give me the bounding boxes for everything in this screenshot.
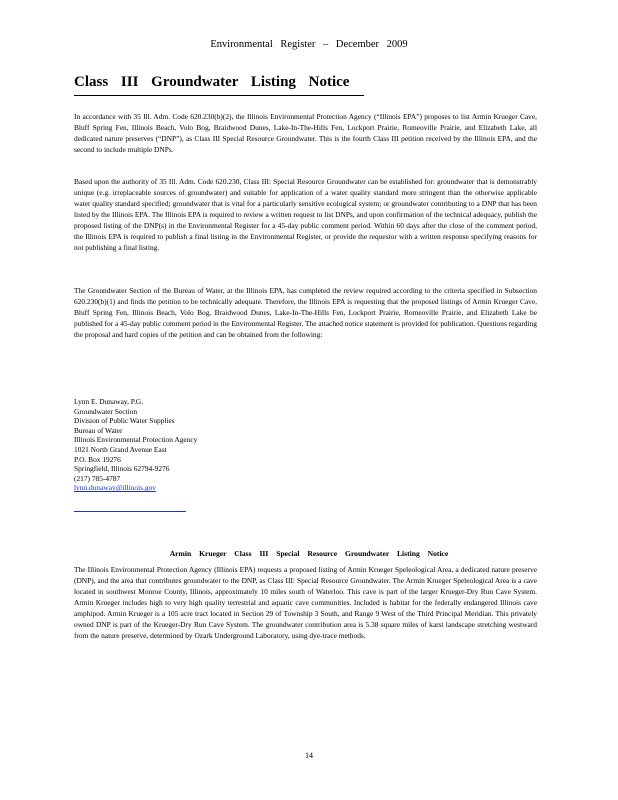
contact-line: Groundwater Section [74, 406, 138, 416]
contact-line: Lynn E. Dunaway, P.G. [74, 397, 144, 406]
review-paragraph: The Groundwater Section of the Bureau of Water, at the Illinois EPA, has completed the review required according to the criteria specified in Subsection 620.230(b)(1) and finds the petition to be technically adequate. Therefore, the Illinois EPA is requesting that the proposed listings of Armin Krueger Cave, Bluff Spring Fen, Illinois Beach, Volo Bog, Braidwood Dunes, Lake-In-The-Hills Fen, Lockport Prairie, Romeoville Prairie, and Elizabeth Lake be published for a 45-day public comment period in the Environmental Register. The attached notice statement is provided for publication. Questions regarding the proposal and hard copies of the petition and can be obtained from the following: [74, 286, 537, 339]
contact-block [74, 397, 274, 493]
contact-line: Division of Public Water Supplies [74, 416, 175, 426]
contact-line: P.O. Box 19276 [74, 454, 121, 464]
intro-paragraph: In accordance with 35 Ill. Adm. Code 620.230(b)(2), the Illinois Environmental Protection Agency (“Illinois EPA”) proposes to list Armin Krueger Cave, Bluff Spring Fen, Illinois Beach, Volo Bog, Braidwood Dunes, Lake-In-The-Hills Fen, Lockport Prairie, Romeoville Prairie, and Elizabeth Lake, all dedicated nature preserves (“DNP”), as Class III Special Resource Groundwater. This is the fourth Class III petition received by the Illinois EPA, and the second to include multiple DNPs. [74, 112, 537, 154]
notice-heading: Armin Krueger Class III Special Resource Groundwater Listing Notice [169, 549, 449, 558]
contact-line: Bureau of Water [74, 425, 123, 435]
contact-line: Springfield, Illinois 62794-9276 [74, 464, 170, 474]
contact-line: (217) 785-4787 [74, 473, 121, 483]
email-underline [74, 511, 186, 512]
page-number: 14 [305, 751, 313, 760]
notice-paragraph: The Illinois Environmental Protection Agency (Illinois EPA) requests a proposed listing of Armin Krueger Speleological Area, a dedicated nature preserve (DNP), and the area that contributes groundwater to the DNP, as Class III: Special Resource Groundwater. The Armin Krueger Speleological Area is a cave located in southwest Monroe County, Illinois, approximately 10 miles south of Waterloo. This cave is part of the larger Krueger-Dry Run Cave System. Armin Krueger includes high to very high quality terrestrial and aquatic cave communities. Included is habitat for the federally endangered Illinois cave amphipod. Armin Krueger is a 105 acre tract located in Section 29 of Township 3 South, and Range 9 West of the Third Principal Meridian. This privately owned DNP is part of the Krueger-Dry Run Cave System. The groundwater contribution area is 5.38 square miles of karst landscape stretching westward from the nature preserve, determined by Ozark Underground Laboratory, using dye-trace methods. [74, 565, 537, 640]
contact-line: 1021 North Grand Avenue East [74, 444, 167, 454]
contact-line: Illinois Environmental Protection Agency [74, 435, 198, 445]
contact-email-link[interactable]: lynn.dunaway@illinois.gov [74, 483, 156, 493]
title-underline [74, 95, 364, 96]
authority-paragraph: Based upon the authority of 35 Ill. Adm. Code 620.230, Class III: Special Resource Groundwater can be established for: groundwater that is demonstrably unique (e.g. irreplaceable sources of groundwater) and suitable for application of a water quality standard more stringent than the otherwise applicable water quality standard specified; groundwater that is vital for a particularly sensitive ecological system; or groundwater contributing to a DNP that has been listed by the Illinois EPA. The Illinois EPA is required to review a written request to list DNPs, and upon confirmation of the technical adequacy, publish the proposed listing of the DNP(s) in the Environmental Register for a 45-day public comment period. Within 60 days after the close of the comment period, the Illinois EPA is required to publish a final listing in the Environmental Register, or provide the requestor with a written response specifying reasons for not publishing a final listing. [74, 177, 537, 252]
running-header: Environmental Register – December 2009 [210, 39, 408, 50]
page-title: Class III Groundwater Listing Notice [74, 74, 350, 90]
